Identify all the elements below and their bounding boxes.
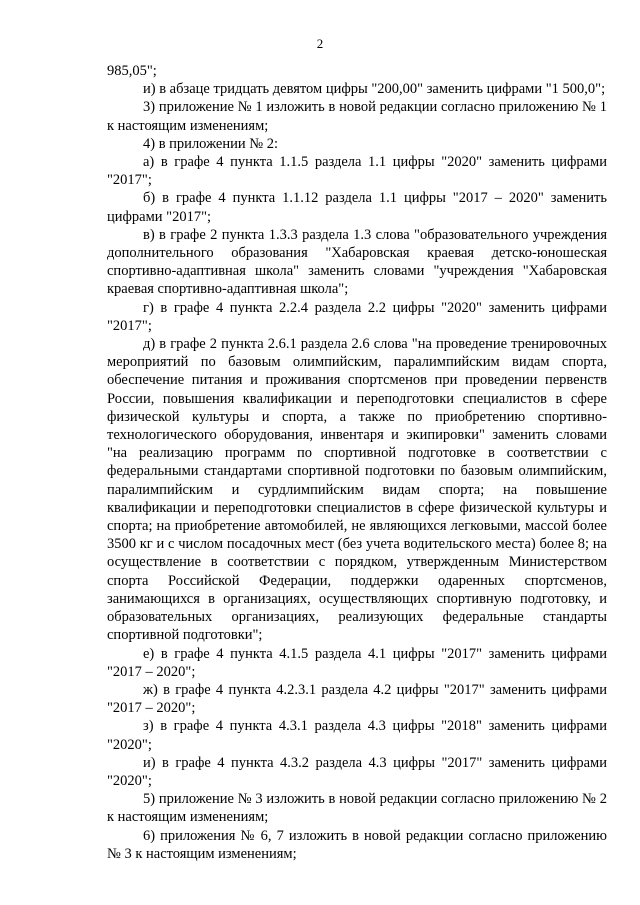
paragraph: и) в графе 4 пункта 4.3.2 раздела 4.3 цифры "2017" заменить цифрами "2020"; [107, 754, 607, 789]
paragraph: е) в графе 4 пункта 4.1.5 раздела 4.1 цифры "2017" заменить цифрами "2017 – 2020"; [107, 645, 607, 680]
paragraph: 985,05"; [107, 63, 157, 79]
document-body [107, 62, 607, 863]
paragraph: г) в графе 4 пункта 2.2.4 раздела 2.2 цифры "2020" заменить цифрами "2017"; [107, 299, 607, 334]
paragraph: в) в графе 2 пункта 1.3.3 раздела 1.3 слова "образовательного учреждения дополнительного образования "Хабаровская краевая детско-юношеская спортивно-адаптивная школа" заменить словами "учреждения "Хабаровская краевая спортивно-адаптивная школа"; [107, 226, 607, 298]
paragraph: ж) в графе 4 пункта 4.2.3.1 раздела 4.2 цифры "2017" заменить цифрами "2017 – 2020"; [107, 681, 607, 717]
paragraph: 3) приложение № 1 изложить в новой редакции согласно приложению № 1 к настоящим изменениям; [107, 99, 607, 134]
paragraph: а) в графе 4 пункта 1.1.5 раздела 1.1 цифры "2020" заменить цифрами "2017"; [107, 154, 607, 189]
paragraph: з) в графе 4 пункта 4.3.1 раздела 4.3 цифры "2018" заменить цифрами "2020"; [107, 718, 607, 753]
paragraph: 5) приложение № 3 изложить в новой редакции согласно приложению № 2 к настоящим изменениям; [107, 791, 607, 826]
paragraph: 6) приложения № 6, 7 изложить в новой редакции согласно приложению № 3 к настоящим изменениям; [107, 827, 607, 862]
paragraph: б) в графе 4 пункта 1.1.12 раздела 1.1 цифры "2017 – 2020" заменить цифрами "2017"; [107, 190, 607, 225]
paragraph: 4) в приложении № 2: [143, 135, 278, 152]
paragraph: и) в абзаце тридцать девятом цифры "200,00" заменить цифрами "1 500,0"; [143, 81, 606, 98]
page-number: 2 [316, 36, 324, 51]
paragraph: д) в графе 2 пункта 2.6.1 раздела 2.6 слова "на проведение тренировочных мероприятий по базовым олимпийским, паралимпийским видам спорта, обеспечение питания и проживания спортсменов при проведении первенств России, повышения квалификации и переподготовки специалистов в сфере физической культуры и спорта, а также по приобретению спортивно-технологического оборудования, инвентаря и экипировки" заменить словами "на реализацию программ по спортивной подготовке в соответствии с федеральными стандартами спортивной подготовки по базовым олимпийским, паралимпийским и сурдлимпийским видам спорта; на повышение квалификации и переподготовки специалистов в сфере физической культуры и спорта; на приобретение автомобилей, не являющихся легковыми, массой более 3500 кг и с числом посадочных мест (без учета водительского места) более 8; на осуществление в соответствии с порядком, утвержденным Министерством спорта Российской Федерации, поддержки одаренных спортсменов, занимающихся в организациях, осуществляющих спортивную подготовку, и образовательных организациях, реализующих федеральные стандарты спортивной подготовки"; [107, 336, 607, 644]
